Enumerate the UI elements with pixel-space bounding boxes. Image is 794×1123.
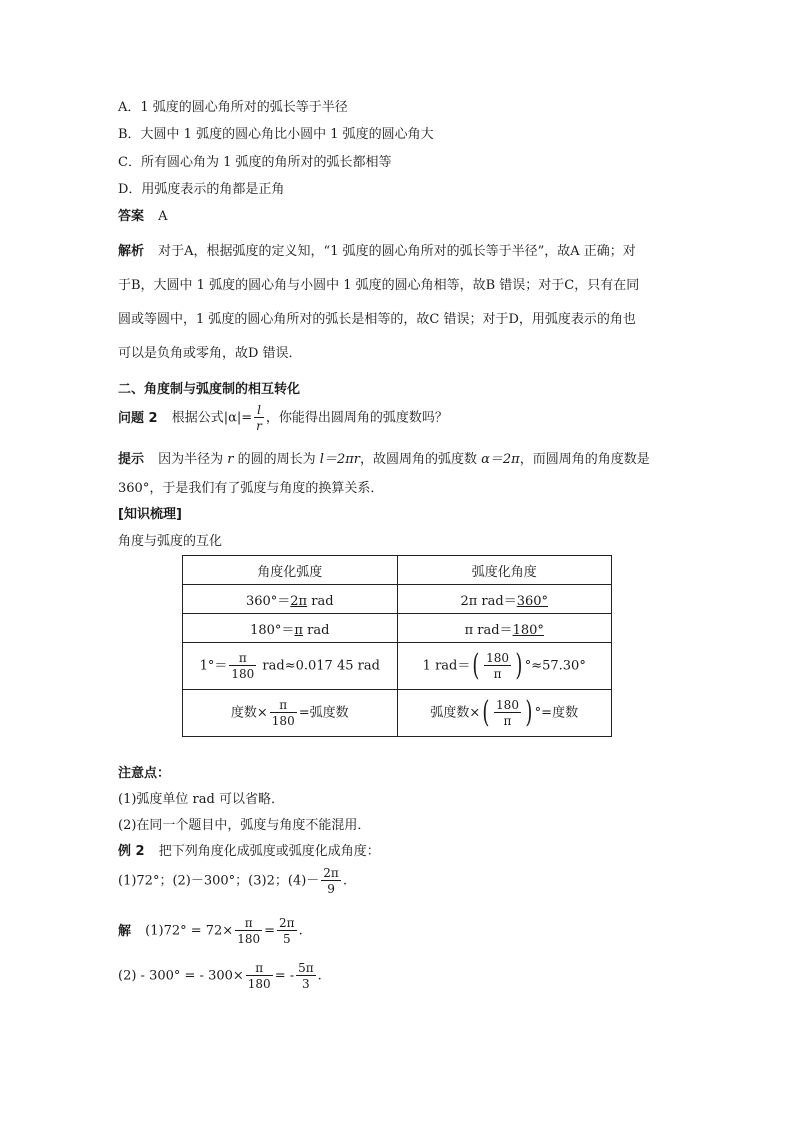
fraction <box>484 652 511 680</box>
cell-text: 360°＝ <box>245 593 291 609</box>
items-text: (1)72°；(2)－300°；(3)2；(4)－ <box>118 873 320 889</box>
left-paren: ( <box>472 648 480 683</box>
solution-2 <box>118 962 322 990</box>
question-2-label: 问题 2 <box>118 410 158 426</box>
cell-text: rad≈0.017 45 rad <box>258 658 380 674</box>
solution-text: = - <box>274 968 295 984</box>
fraction-numerator: 2π <box>323 866 339 880</box>
right-paren: ) <box>515 648 523 683</box>
fraction-numerator: 180 <box>496 698 519 712</box>
fraction-numerator: 2π <box>279 916 295 930</box>
fraction-denominator: 180 <box>271 714 295 728</box>
question-2-suffix: ，你能得出圆周角的弧度数吗？ <box>265 410 448 426</box>
cell-360-to-rad <box>183 585 398 614</box>
table-row <box>183 643 612 690</box>
conversion-table <box>182 555 612 737</box>
hint-line-2: 360°，于是我们有了弧度与角度的换算关系． <box>118 481 384 496</box>
table-header-row <box>183 556 612 585</box>
option-d: D．用弧度表示的角都是正角 <box>118 182 285 197</box>
fraction <box>270 699 297 727</box>
cell-text: =弧度数 <box>298 705 349 721</box>
cell-text: °=度数 <box>534 705 579 721</box>
option-c: C．所有圆心角为 1 弧度的角所对的弧长都相等 <box>118 155 392 170</box>
analysis-label: 解析 <box>118 244 145 259</box>
table-row <box>183 585 612 614</box>
hint-formula-alpha: α＝2π <box>481 452 520 467</box>
fraction-numerator: 5π <box>298 961 314 975</box>
cell-radian-formula <box>397 690 612 737</box>
cell-1rad-to-deg <box>397 643 612 690</box>
hint-text-d: ，而圆周角的角度数是 <box>519 452 650 467</box>
fraction <box>246 962 273 990</box>
answer-blank: 180° <box>512 622 544 638</box>
cell-pi-to-deg <box>397 614 612 643</box>
hint-text-c: ，故圆周角的弧度数 <box>359 452 482 467</box>
hint-text-a: 因为半径为 <box>158 452 228 467</box>
fraction <box>296 962 316 990</box>
fraction-denominator: 180 <box>237 932 261 946</box>
knowledge-label: [知识梳理] <box>118 507 182 522</box>
fraction-denominator: r <box>256 419 262 433</box>
items-text-end: . <box>342 873 347 889</box>
fraction-numerator: π <box>246 962 273 976</box>
solution-text: . <box>298 923 303 939</box>
fraction-numerator: π <box>229 652 256 666</box>
note-2: (2)在同一个题目中，弧度与角度不能混用． <box>118 818 371 833</box>
solution-label: 解 <box>118 923 132 939</box>
answer-blank: 360° <box>516 593 549 609</box>
hint-r: r <box>227 452 234 467</box>
analysis-line-2: 于B，大圆中 1 弧度的圆心角与小圆中 1 弧度的圆心角相等，故B 错误；对于C，只有在同 <box>118 278 640 293</box>
question-2-prefix: 根据公式|α|= <box>171 410 253 426</box>
fraction-denominator: 3 <box>302 977 310 991</box>
example-2-items <box>118 867 347 895</box>
analysis-line-1 <box>118 240 636 259</box>
cell-degree-formula <box>183 690 398 737</box>
answer-value: A <box>158 209 168 224</box>
fraction-denominator: 9 <box>327 882 335 896</box>
option-b: B．大圆中 1 弧度的圆心角比小圆中 1 弧度的圆心角大 <box>118 127 434 142</box>
cell-text: 1°＝ <box>199 658 228 674</box>
fraction-denominator: 180 <box>247 977 271 991</box>
fraction-l-over-r <box>254 404 264 432</box>
analysis-line-3: 圆或等圆中，1 弧度的圆心角所对的弧长是相等的，故C 错误；对于D，用弧度表示的角也 <box>118 312 636 327</box>
option-a: A．1 弧度的圆心角所对的弧长等于半径 <box>118 100 348 115</box>
right-paren: ) <box>525 695 533 730</box>
note-1: (1)弧度单位 rad 可以省略． <box>118 792 284 807</box>
table-row <box>183 690 612 737</box>
notes-label: 注意点： <box>118 766 171 781</box>
solution-text: (1)72° = 72× <box>145 923 234 939</box>
cell-text: 2π rad＝ <box>460 593 517 609</box>
solution-1 <box>118 917 303 945</box>
analysis-line-4: 可以是负角或零角，故D 错误． <box>118 346 302 361</box>
fraction <box>229 652 256 680</box>
solution-text: . <box>317 968 322 984</box>
question-2 <box>118 404 448 432</box>
fraction-numerator: π <box>235 917 262 931</box>
hint-line-1 <box>118 448 650 467</box>
example-2-label: 例 2 <box>118 844 145 859</box>
answer-line <box>118 205 168 224</box>
cell-text: °≈57.30° <box>524 658 586 674</box>
answer-label: 答案 <box>118 209 145 224</box>
answer-blank: π <box>294 622 303 638</box>
analysis-text-1: 对于A，根据弧度的定义知，“1 弧度的圆心角所对的弧长等于半径”，故A 正确；对 <box>158 244 636 259</box>
example-2 <box>118 840 380 859</box>
table-title: 角度与弧度的互化 <box>118 534 223 549</box>
cell-180-to-rad <box>183 614 398 643</box>
section-title: 二、角度制与弧度制的相互转化 <box>118 382 301 397</box>
cell-1deg-to-rad <box>183 643 398 690</box>
cell-text: 180°＝ <box>250 622 295 638</box>
hint-formula-circumference: l＝2πr <box>319 452 360 467</box>
answer-blank: 2π <box>290 593 308 609</box>
cell-text: 度数× <box>230 705 268 721</box>
fraction-numerator: l <box>254 404 264 418</box>
solution-text: = <box>264 923 276 939</box>
fraction-numerator: π <box>270 699 297 713</box>
fraction <box>277 917 297 945</box>
fraction-denominator: 180 <box>231 667 255 681</box>
hint-text-b: 的圆的周长为 <box>233 452 320 467</box>
left-paren: ( <box>482 695 490 730</box>
header-degree-to-radian: 角度化弧度 <box>183 556 398 585</box>
fraction-denominator: 5 <box>282 932 291 946</box>
header-radian-to-degree: 弧度化角度 <box>397 556 612 585</box>
fraction-denominator: π <box>493 667 502 681</box>
cell-text: 1 rad＝ <box>422 658 471 674</box>
cell-text: 弧度数× <box>430 705 481 721</box>
fraction-denominator: π <box>503 714 512 728</box>
hint-label: 提示 <box>118 452 145 467</box>
cell-2pi-to-deg <box>397 585 612 614</box>
cell-text: rad <box>307 593 334 609</box>
fraction <box>494 699 521 727</box>
cell-text: rad <box>302 622 330 638</box>
example-2-text: 把下列角度化成弧度或弧度化成角度： <box>158 844 380 859</box>
solution-text: (2) - 300° = - 300× <box>118 968 244 984</box>
fraction-numerator: 180 <box>486 651 509 665</box>
fraction <box>321 867 341 895</box>
table-row <box>183 614 612 643</box>
cell-text: π rad＝ <box>464 622 513 638</box>
fraction <box>235 917 262 945</box>
